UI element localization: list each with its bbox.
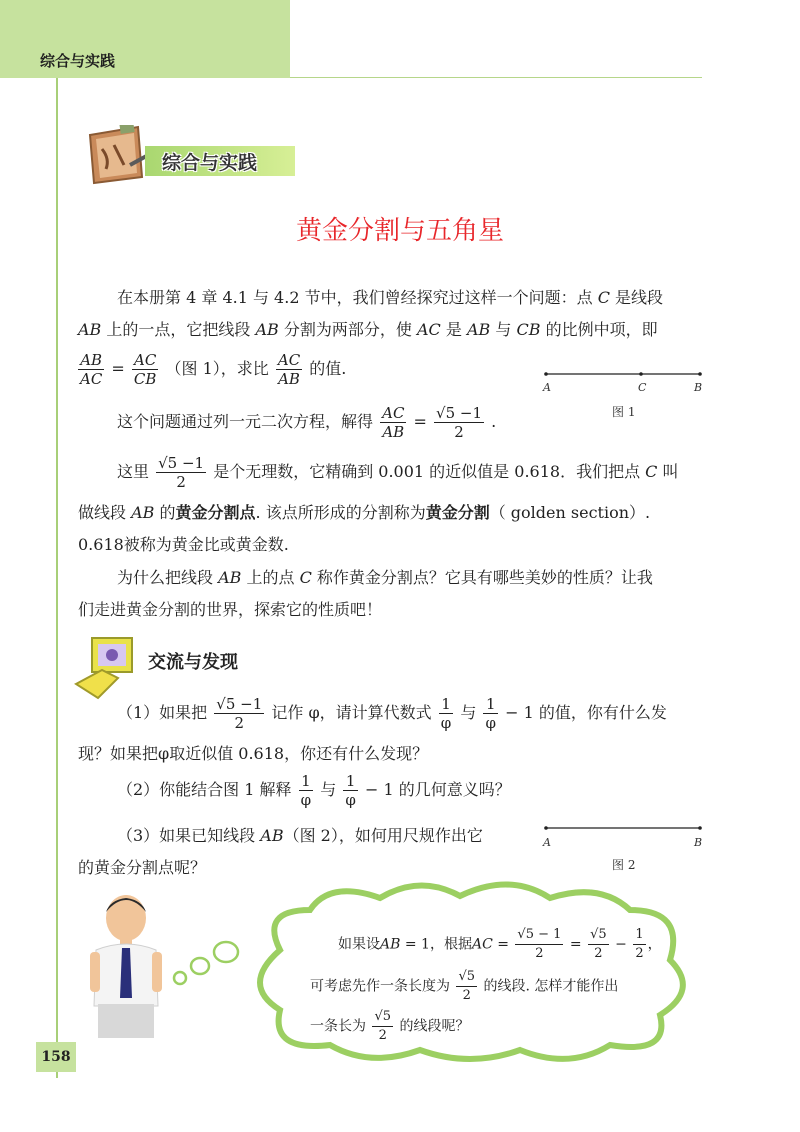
page-title: 黄金分割与五角星 <box>295 216 504 246</box>
question-3-line-2: 的黄金分割点呢？ <box>78 858 207 877</box>
fig2-point-b: B <box>694 836 703 849</box>
question-1-line-1: （1）如果把 $\frac{√5 -1}{2}$ 记作 φ，请计算代数式 $\frac{1}{\varphi}$ 与 $\frac{1}{\varphi}$ − 1 的值，你有什么发 <box>117 695 667 732</box>
intro-line-3: $\frac{AB}{AC}$ = $\frac{AC}{CB}$ （图 1），求比 $\frac{AC}{AB}$ 的值. <box>80 351 347 388</box>
question-line-1: 为什么把线段 AB 上的点 C 称作黄金分割点？它具有哪些美妙的性质？让我 <box>117 568 653 587</box>
figure-2-segment <box>540 822 710 838</box>
fraction-ab-over-ac: $\frac{AB}{AC}$ <box>80 351 103 388</box>
cloud-line-1: 如果设AB = 1，根据AC = $\frac{√5 - 1}{2}$ = $\frac{√5}{2}$ − $\frac{1}{2}$ ， <box>338 927 662 961</box>
fig1-point-b: B <box>694 381 703 394</box>
figure-2-caption: 图 2 <box>612 858 636 872</box>
golden-ratio-fraction-2: $\frac{√5 -1}{2}$ <box>158 454 205 491</box>
fraction-ac-over-ab: $\frac{AC}{AB}$ <box>277 351 301 388</box>
golden-ratio-fraction-3: $\frac{√5 -1}{2}$ <box>216 695 263 732</box>
question-line-2: 们走进黄金分割的世界，探索它的性质吧！ <box>78 600 383 619</box>
irrational-line: 这里 $\frac{√5 -1}{2}$ 是个无理数，它精确到 0.001 的近似值是 0.618．我们把点 C 叫 <box>117 454 679 491</box>
intro-line-1: 在本册第 4 章 4.1 与 4.2 节中，我们曾经探究过这样一个问题：点 C 是线段 <box>117 288 664 307</box>
question-3-line-1: （3）如果已知线段 AB（图 2），如何用尺规作出它 <box>117 826 483 845</box>
fraction-ac-over-ab-2: $\frac{AC}{AB}$ <box>382 404 405 441</box>
figure-1-segment <box>540 366 710 396</box>
section-title-exchange: 交流与发现 <box>148 652 238 673</box>
solution-line: 这个问题通过列一元二次方程，解得 $\frac{AC}{AB}$ = $\frac{√5 -1}{2}$ . <box>117 404 497 441</box>
header-section-label: 综合与实践 <box>40 52 116 70</box>
cloud-line-3: 一条长为 $\frac{√5}{2}$ 的线段呢？ <box>310 1009 470 1043</box>
header-divider <box>290 77 702 78</box>
page-number: 158 <box>36 1042 76 1072</box>
fraction-ac-over-cb: $\frac{AC}{CB}$ <box>133 351 157 388</box>
one-over-phi: $\frac{1}{\varphi}$ <box>440 695 452 732</box>
one-over-phi-4: $\frac{1}{\varphi}$ <box>345 772 356 809</box>
banner-label: 综合与实践 <box>162 152 258 174</box>
cloud-line-2: 可考虑先作一条长度为 $\frac{√5}{2}$ 的线段. 怎样才能作出 <box>310 969 619 1003</box>
one-over-phi-2: $\frac{1}{\varphi}$ <box>485 695 496 732</box>
question-1-line-2: 现？如果把φ取近似值 0.618，你还有什么发现？ <box>78 744 429 763</box>
golden-number-line: 0.618被称为黄金比或黄金数. <box>78 535 289 554</box>
fig2-point-a: A <box>543 836 551 849</box>
golden-ratio-fraction: $\frac{√5 -1}{2}$ <box>436 404 482 441</box>
definition-line: 做线段 AB 的黄金分割点. 该点所形成的分割称为黄金分割（ golden section）. <box>78 503 651 522</box>
boy-illustration <box>84 890 174 1040</box>
one-over-phi-3: $\frac{1}{\varphi}$ <box>300 772 312 809</box>
fig1-point-c: C <box>638 381 647 394</box>
fig1-point-a: A <box>543 381 551 394</box>
figure-1-caption: 图 1 <box>612 405 636 419</box>
question-2: （2）你能结合图 1 解释 $\frac{1}{\varphi}$ 与 $\frac{1}{\varphi}$ − 1 的几何意义吗？ <box>117 772 511 809</box>
intro-line-2: AB 上的一点，它把线段 AB 分割为两部分，使 AC 是 AB 与 CB 的比例中项，即 <box>78 320 658 339</box>
